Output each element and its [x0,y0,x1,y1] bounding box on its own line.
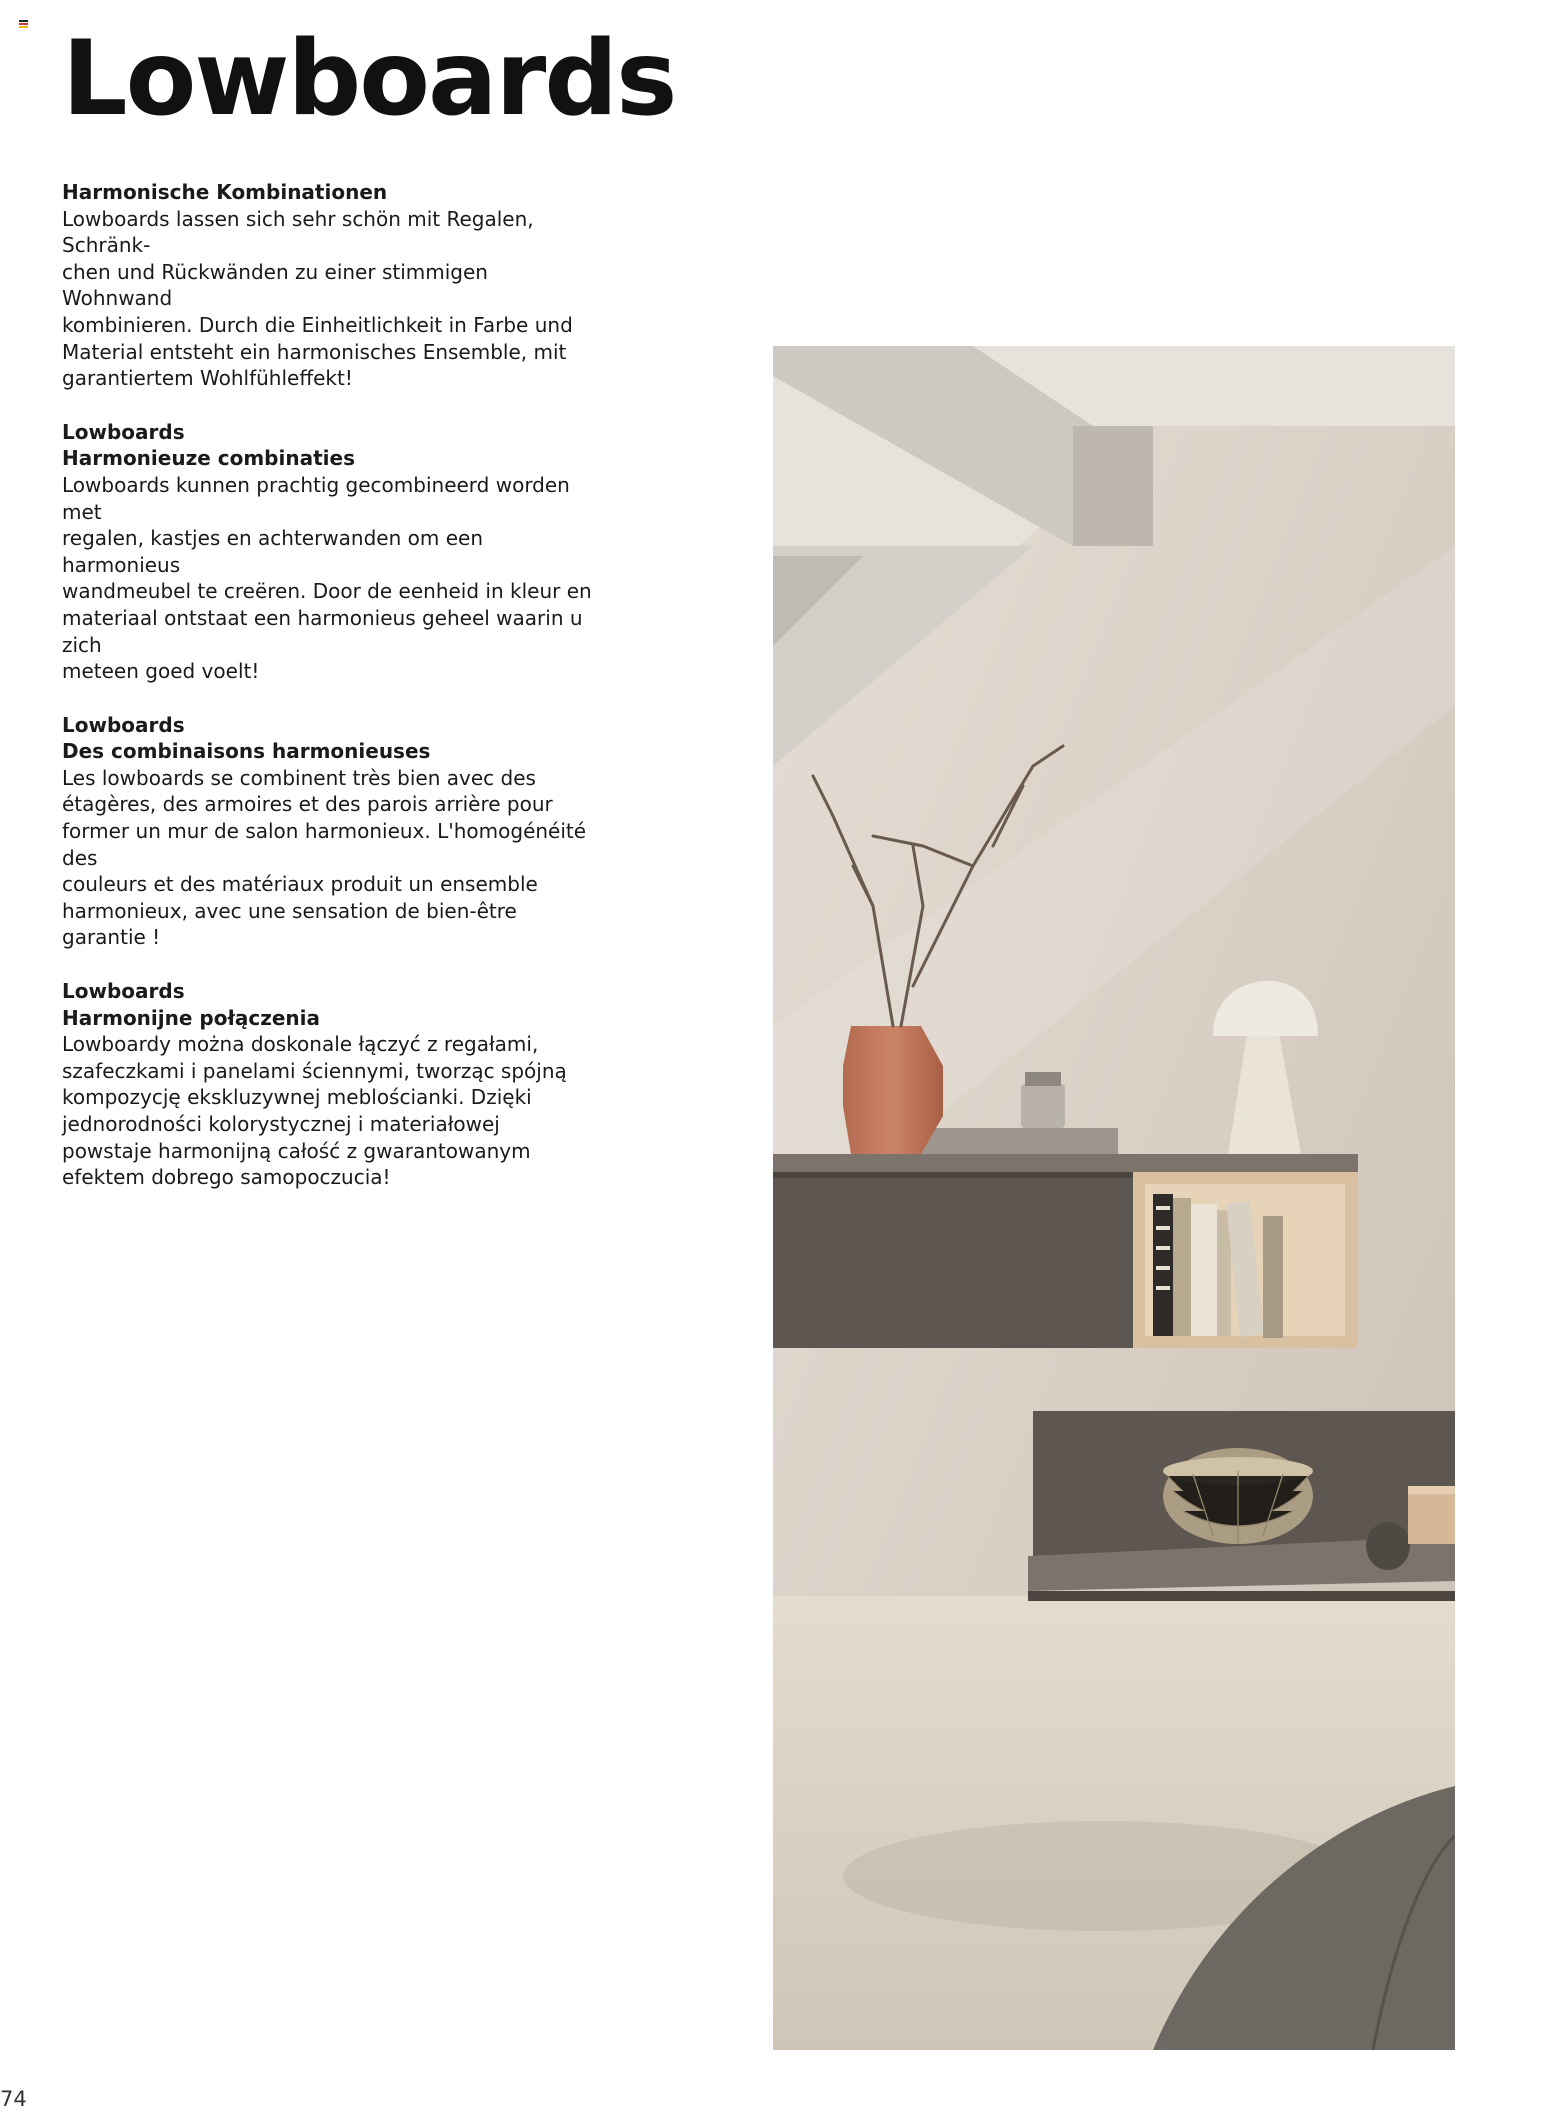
section-body: Lowboards lassen sich sehr schön mit Regalen, Schränk- chen und Rückwänden zu einer stimmigen Wohnwand kombinieren. Durch die Einheitlichkeit in Farbe und Material entsteht ein harmonisches Ensemble, mit garantiertem Wohlfühleffekt! [62,206,573,391]
section-subheading: Harmonijne połączenia [62,1005,321,1030]
wooden-box [1408,1486,1455,1544]
section-subheading: Harmonieuze combinaties [62,446,355,471]
text-column [62,179,602,1218]
section-heading: Lowboards [62,419,185,444]
terracotta-vase [843,1026,943,1154]
shelf-top [773,1154,1358,1172]
section-heading: Lowboards [62,712,185,737]
page-title: Lowboards [62,19,676,139]
section-fr [62,712,602,951]
section-de [62,179,602,392]
decor-stone [1366,1522,1410,1570]
section-pl [62,978,602,1191]
candle-jar [1021,1084,1065,1128]
section-body: Les lowboards se combinent très bien avec des étagères, des armoires et des parois arrière pour former un mur de salon harmonieux. L'homogénéité des couleurs et des matériaux produit un ensemble harmonieux, avec une sensation de bien-être garantie ! [62,765,587,950]
section-body: Lowboards kunnen prachtig gecombineerd worden met regalen, kastjes en achterwanden om een harmonieus wandmeubel te creëren. Door de eenheid in kleur en materiaal ontstaat een harmonieus geheel waarin u zich meteen goed voelt! [62,472,592,684]
section-subheading: Des combinaisons harmonieuses [62,739,431,764]
tray [918,1128,1118,1154]
section-nl [62,419,602,685]
page-number: 74 [0,2087,27,2111]
section-body: Lowboardy można doskonale łączyć z regałami, szafeczkami i panelami ściennymi, tworząc spójną kompozycję ekskluzywnej meblościanki. Dzięki jednorodności kolorystycznej i materiałowej powstaje harmonijną całość z gwarantowanym efektem dobrego samopoczucia! [62,1032,567,1190]
section-heading: Lowboards [62,979,185,1004]
language-flag-icon [19,20,28,27]
section-heading: Harmonische Kombinationen [62,180,388,204]
wall-cabinet [773,1172,1133,1348]
living-room-lowboard-photo [773,346,1455,2050]
